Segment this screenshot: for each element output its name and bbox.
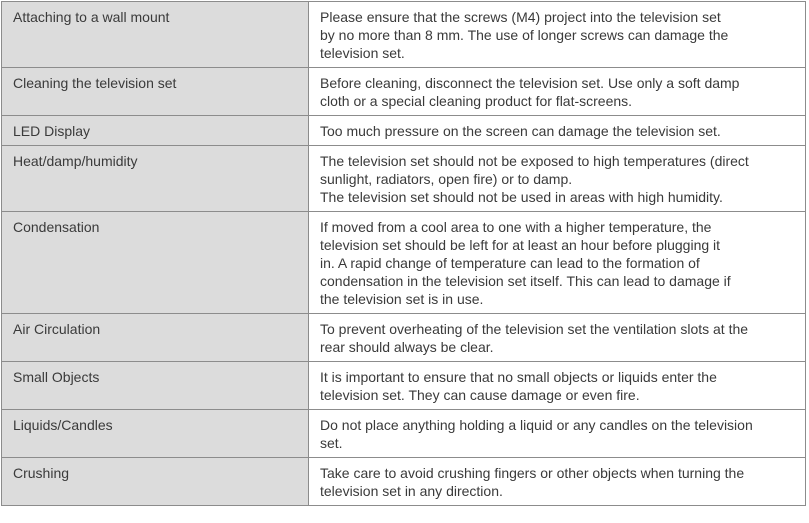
description-line: condensation in the television set itself. This can lead to damage if: [320, 273, 731, 289]
topic-label: Condensation: [13, 219, 100, 235]
topic-cell: [2, 314, 309, 362]
description-line: television set in any direction.: [320, 483, 503, 499]
topic-label: Attaching to a wall mount: [13, 9, 170, 25]
description-line: Too much pressure on the screen can damage the television set.: [320, 123, 721, 139]
table-row: [2, 458, 806, 506]
description-cell: [309, 458, 806, 506]
safety-instructions-table: [1, 1, 806, 506]
topic-cell: [2, 68, 309, 116]
table-row: [2, 2, 806, 68]
table-row: [2, 212, 806, 314]
table-row: [2, 68, 806, 116]
description-cell: [309, 68, 806, 116]
description-cell: [309, 410, 806, 458]
topic-cell: [2, 212, 309, 314]
description-line: Take care to avoid crushing fingers or other objects when turning the: [320, 465, 745, 481]
description-line: Before cleaning, disconnect the television set. Use only a soft damp: [320, 75, 740, 91]
description-line: set.: [320, 435, 343, 451]
table-row: [2, 116, 806, 146]
topic-label: LED Display: [13, 123, 91, 139]
topic-label: Small Objects: [13, 369, 100, 385]
table-row: [2, 146, 806, 212]
description-cell: [309, 2, 806, 68]
description-line: television set. They can cause damage or even fire.: [320, 387, 640, 403]
description-line: by no more than 8 mm. The use of longer screws can damage the: [320, 27, 729, 43]
description-line: If moved from a cool area to one with a higher temperature, the: [320, 219, 712, 235]
description-line: Please ensure that the screws (M4) project into the television set: [320, 9, 721, 25]
table-row: [2, 362, 806, 410]
topic-label: Air Circulation: [13, 321, 101, 337]
description-line: cloth or a special cleaning product for flat-screens.: [320, 93, 633, 109]
topic-label: Liquids/Candles: [13, 417, 113, 433]
description-line: The television set should not be used in areas with high humidity.: [320, 189, 723, 205]
topic-cell: [2, 410, 309, 458]
topic-label: Heat/damp/humidity: [13, 153, 138, 169]
topic-cell: [2, 146, 309, 212]
description-line: the television set is in use.: [320, 291, 484, 307]
table-row: [2, 410, 806, 458]
topic-label: Cleaning the television set: [13, 75, 177, 91]
description-cell: [309, 362, 806, 410]
description-line: television set should be left for at least an hour before plugging it: [320, 237, 721, 253]
description-line: rear should always be clear.: [320, 339, 494, 355]
description-cell: [309, 146, 806, 212]
topic-cell: [2, 362, 309, 410]
description-line: To prevent overheating of the television set the ventilation slots at the: [320, 321, 749, 337]
description-line: It is important to ensure that no small objects or liquids enter the: [320, 369, 717, 385]
topic-cell: [2, 2, 309, 68]
description-line: Do not place anything holding a liquid or any candles on the television: [320, 417, 753, 433]
topic-cell: [2, 116, 309, 146]
description-line: The television set should not be exposed to high temperatures (direct: [320, 153, 749, 169]
table-body: [2, 2, 806, 506]
topic-label: Crushing: [13, 465, 70, 481]
description-cell: [309, 116, 806, 146]
description-line: sunlight, radiators, open fire) or to damp.: [320, 171, 573, 187]
table-row: [2, 314, 806, 362]
topic-cell: [2, 458, 309, 506]
description-line: television set.: [320, 45, 405, 61]
description-line: in. A rapid change of temperature can lead to the formation of: [320, 255, 700, 271]
description-cell: [309, 212, 806, 314]
description-cell: [309, 314, 806, 362]
